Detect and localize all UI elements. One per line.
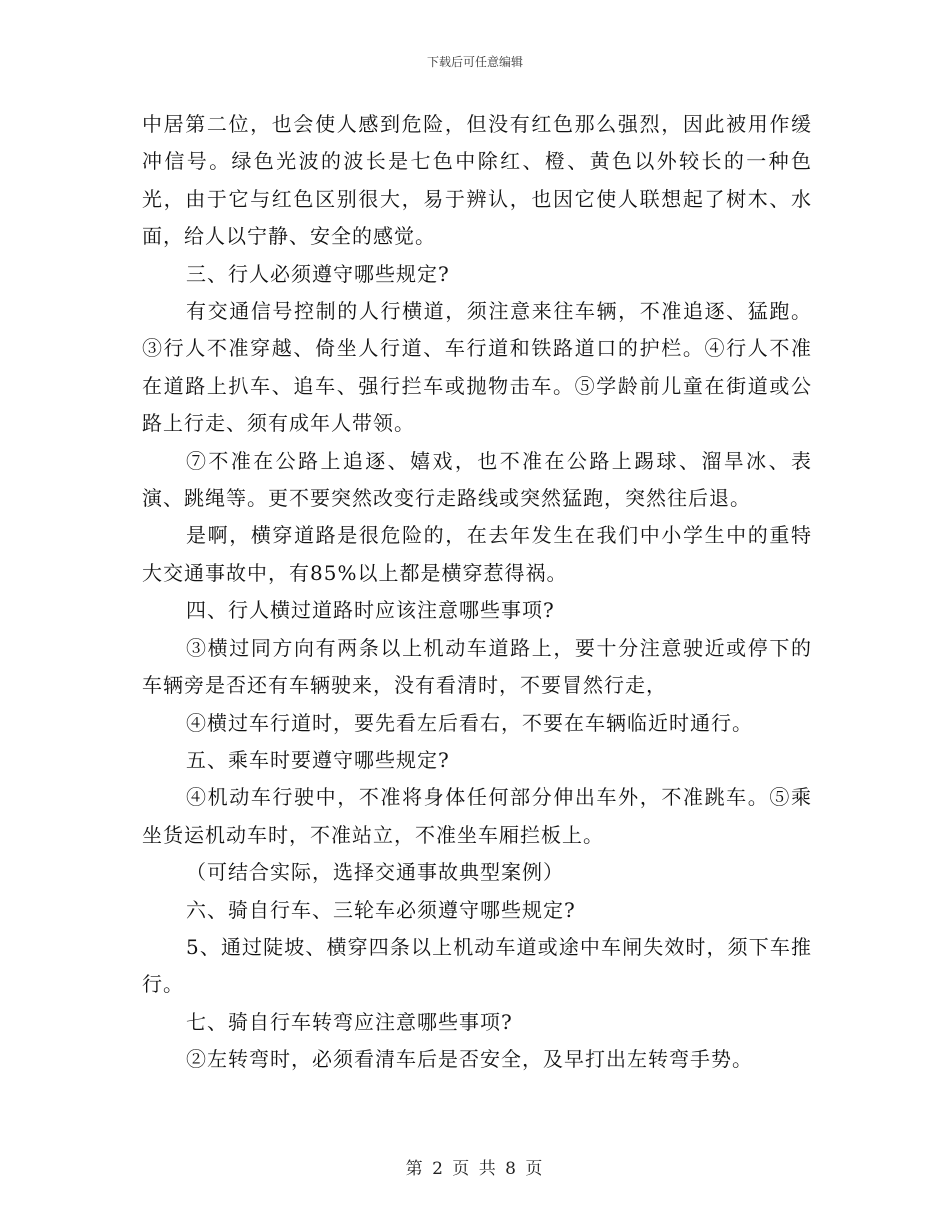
section-heading: 六、骑自行车、三轮车必须遵守哪些规定? [186, 897, 576, 922]
paragraph: 有交通信号控制的人行横道，须注意来往车辆，不准追逐、猛跑。③行人不准穿越、倚坐人行道、车行道和铁路道口的护栏。④行人不准在道路上扒车、追车、强行拦车或抛物击车。⑤学龄前儿童在街道或公路上行走、须有成年人带领。 [142, 299, 812, 436]
page-header: 下载后可任意编辑 [426, 55, 523, 69]
document-body [142, 106, 812, 1079]
paragraph: ④机动车行驶中，不准将身体任何部分伸出车外，不准跳车。⑤乘坐货运机动车时，不准站立，不准坐车厢拦板上。 [142, 785, 812, 847]
paragraph: （可结合实际，选择交通事故典型案例） [186, 860, 564, 885]
paragraph: 中居第二位，也会使人感到危险，但没有红色那么强烈，因此被用作缓冲信号。绿色光波的波长是七色中除红、橙、黄色以外较长的一种色光，由于它与红色区别很大，易于辨认，也因它使人联想起了树木、水面，给人以宁静、安全的感觉。 [142, 112, 812, 249]
paragraph: ③横过同方向有两条以上机动车道路上，要十分注意驶近或停下的车辆旁是否还有车辆驶来，没有看清时，不要冒然行走， [142, 635, 812, 698]
page-number: 第 2 页 共 8 页 [405, 1159, 545, 1179]
paragraph: ④横过车行道时，要先看左后看右，不要在车辆临近时通行。 [186, 710, 753, 735]
section-heading: 三、行人必须遵守哪些规定? [186, 261, 450, 286]
paragraph: ②左转弯时，必须看清车后是否安全，及早打出左转弯手势。 [186, 1047, 753, 1072]
section-heading: 四、行人横过道路时应该注意哪些事项? [186, 598, 555, 623]
section-heading: 七、骑自行车转弯应注意哪些事项? [186, 1009, 513, 1034]
section-heading: 五、乘车时要遵守哪些规定? [186, 747, 450, 772]
paragraph: 5、通过陡坡、横穿四条以上机动车道或途中车闸失效时，须下车推行。 [142, 934, 812, 997]
paragraph: 是啊，横穿道路是很危险的，在去年发生在我们中小学生中的重特大交通事故中，有85%以上都是横穿惹得祸。 [142, 523, 812, 585]
paragraph: ⑦不准在公路上追逐、嬉戏，也不准在公路上踢球、溜旱冰、表演、跳绳等。更不要突然改变行走路线或突然猛跑，突然往后退。 [142, 448, 812, 511]
